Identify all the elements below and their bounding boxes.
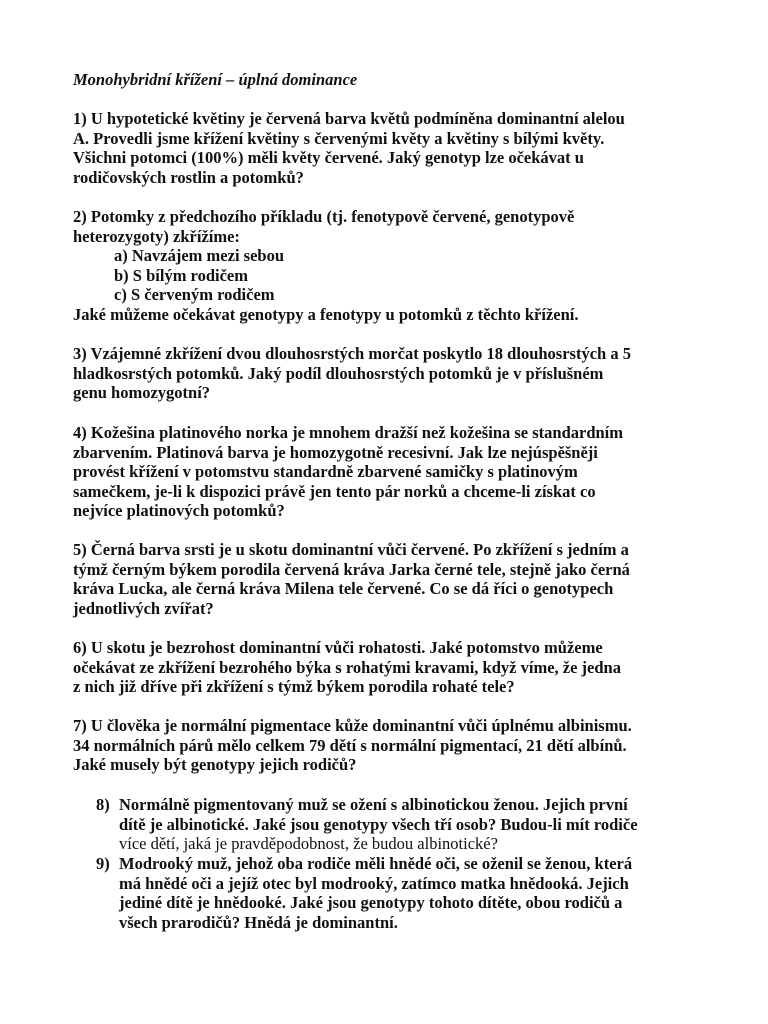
question-5	[73, 540, 763, 618]
question-3-line: 3) Vzájemné zkřížení dvou dlouhosrstých morčat poskytlo 18 dlouhosrstých a 5	[73, 344, 631, 363]
question-6	[73, 638, 763, 697]
question-4-line: 4) Kožešina platinového norka je mnohem dražší než kožešina se standardním	[73, 423, 624, 442]
document-title: Monohybridní křížení – úplná dominance	[73, 70, 358, 89]
question-4-line: nejvíce platinových potomků?	[73, 501, 285, 521]
question-8-line: dítě je albinotické. Jaké jsou genotypy všech tří osob? Budou-li mít rodiče	[119, 814, 638, 834]
question-2-options	[73, 246, 763, 305]
question-6-line: očekávat ze zkřížení bezrohého býka s rohatými kravami, když víme, že jedna	[73, 657, 621, 677]
question-9-line: má hnědé oči a jejíž otec byl modrooký, zatímco matka hnědooká. Jejich	[119, 873, 629, 893]
question-4-line: zbarvením. Platinová barva je homozygotně recesivní. Jak lze nejúspěšněji	[73, 442, 598, 462]
question-5-line: jednotlivých zvířat?	[73, 598, 214, 618]
question-4-line: provést křížení v potomstvu standardně zbarvené samičky s platinovým	[73, 462, 578, 482]
question-1	[73, 109, 763, 187]
question-9-body	[119, 854, 632, 932]
question-7-line: 34 normálních párů mělo celkem 79 dětí s normální pigmentací, 21 dětí albínů.	[73, 735, 627, 755]
question-1-line: 1) U hypotetické květiny je červená barva květů podmíněna dominantní alelou	[73, 109, 625, 128]
question-5-line: kráva Lucka, ale černá kráva Milena tele červené. Co se dá říci o genotypech	[73, 579, 614, 599]
question-5-line: týmž černým býkem porodila červená kráva Jarka černé tele, stejně jako černá	[73, 559, 630, 579]
question-4-line: samečkem, je-li k dispozici právě jen tento pár norků a chceme-li získat co	[73, 481, 596, 501]
question-2	[73, 207, 763, 325]
question-1-line: Všichni potomci (100%) měli květy červené. Jaký genotyp lze očekávat u	[73, 148, 584, 168]
question-9-line: jediné dítě je hnědooké. Jaké jsou genotypy tohoto dítěte, obou rodičů a	[119, 893, 623, 913]
question-3-line: hladkosrstých potomků. Jaký podíl dlouhosrstých potomků je v příslušném	[73, 363, 604, 383]
question-8-number: 8)	[96, 795, 110, 814]
question-8-line: více dětí, jaká je pravděpodobnost, že budou albinotické?	[119, 834, 498, 854]
question-4	[73, 423, 763, 521]
question-6-line: z nich již dříve při zkřížení s týmž býkem porodila rohaté tele?	[73, 677, 515, 697]
question-7-line: Jaké musely být genotypy jejich rodičů?	[73, 755, 357, 775]
question-3-line: genu homozygotní?	[73, 383, 211, 403]
question-7-line: 7) U člověka je normální pigmentace kůže dominantní vůči úplnému albinismu.	[73, 716, 632, 735]
question-9-line: všech prarodičů? Hnědá je dominantní.	[119, 912, 398, 932]
question-2-line: Jaké můžeme očekávat genotypy a fenotypy u potomků z těchto křížení.	[73, 304, 579, 324]
question-1-line: A. Provedli jsme křížení květiny s červenými květy a květiny s bílými květy.	[73, 128, 605, 148]
question-3	[73, 344, 763, 403]
question-7	[73, 716, 763, 775]
question-5-line: 5) Černá barva srsti je u skotu dominantní vůči červené. Po zkřížení s jedním a	[73, 540, 629, 559]
question-1-line: rodičovských rostlin a potomků?	[73, 167, 304, 187]
question-8-line: Normálně pigmentovaný muž se ožení s albinotickou ženou. Jejich první	[119, 795, 628, 814]
question-2-line: 2) Potomky z předchozího příkladu (tj. fenotypově červené, genotypově	[73, 207, 575, 226]
question-6-line: 6) U skotu je bezrohost dominantní vůči rohatosti. Jaké potomstvo můžeme	[73, 638, 603, 657]
question-9-line: Modrooký muž, jehož oba rodiče měli hnědé oči, se oženil se ženou, která	[119, 854, 633, 873]
question-8-body	[119, 795, 638, 854]
option-a: a) Navzájem mezi sebou	[114, 246, 284, 266]
option-b: b) S bílým rodičem	[114, 265, 248, 285]
question-2-line: heterozygoty) zkřížíme:	[73, 226, 240, 246]
question-9-number: 9)	[96, 854, 110, 873]
option-c: c) S červeným rodičem	[114, 285, 275, 305]
